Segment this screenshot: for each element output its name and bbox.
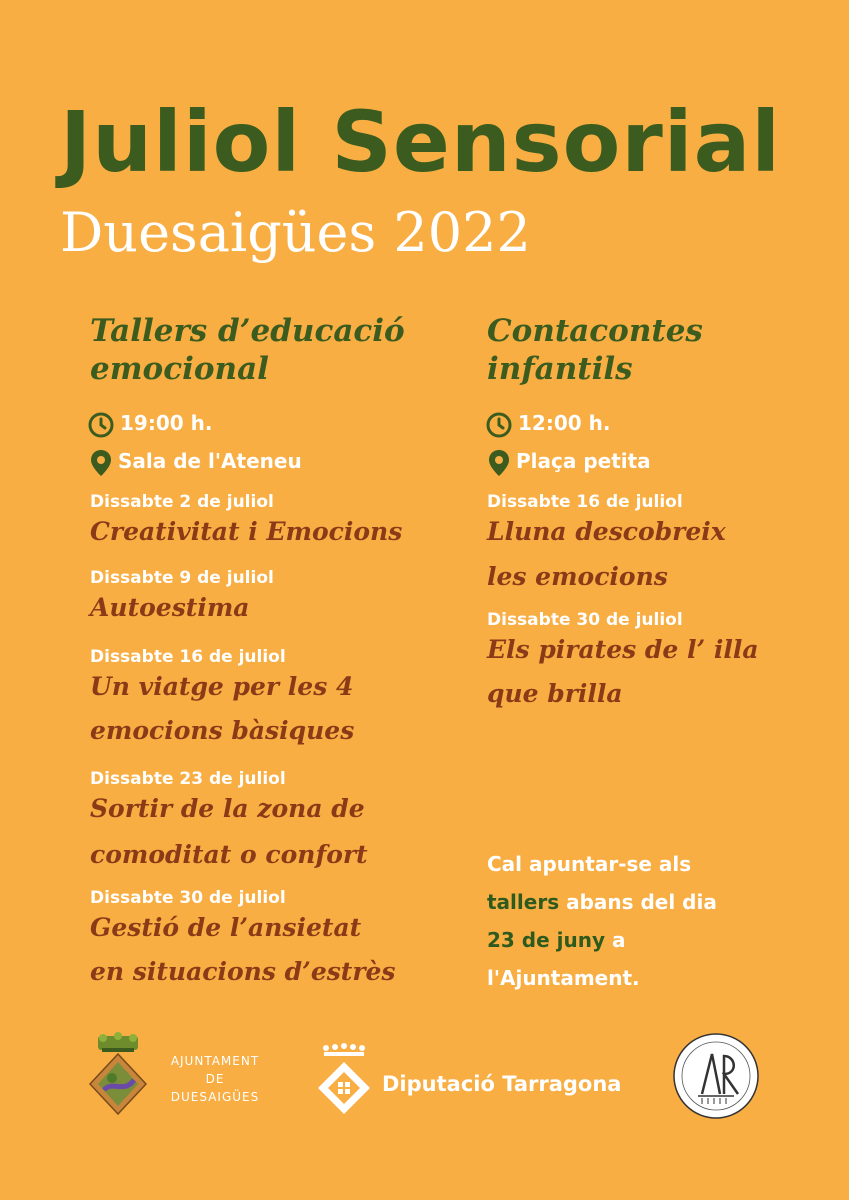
event-title: Gestió de l’ansietat <box>90 913 362 942</box>
diputacio-emblem-icon <box>316 1042 372 1118</box>
event-title: Lluna descobreix <box>487 517 726 546</box>
event-title: Creativitat i Emocions <box>90 517 403 546</box>
event-date: Dissabte 30 de juliol <box>90 888 286 908</box>
location-pin-icon <box>90 449 112 477</box>
right-time: 12:00 h. <box>486 408 610 438</box>
clock-icon <box>88 412 114 438</box>
event-date: Dissabte 16 de juliol <box>90 647 286 667</box>
seal-icon <box>672 1032 760 1120</box>
event-title: comoditat o confort <box>90 840 368 869</box>
event-title: en situacions d’estrès <box>90 957 396 986</box>
ajuntament-coat-of-arms <box>88 1032 148 1122</box>
event-title: emocions bàsiques <box>90 716 355 745</box>
diputacio-emblem <box>316 1042 372 1122</box>
event-title: que brilla <box>487 679 623 708</box>
location-pin-icon <box>488 449 510 477</box>
page-title: Juliol Sensorial <box>60 93 782 191</box>
event-title: Autoestima <box>90 593 250 622</box>
coat-of-arms-icon <box>88 1032 148 1118</box>
clock-icon <box>486 412 512 438</box>
right-heading: Contacontes infantils <box>487 313 703 387</box>
event-date: Dissabte 23 de juliol <box>90 769 286 789</box>
right-place: Plaça petita <box>488 446 651 477</box>
event-date: Dissabte 16 de juliol <box>487 492 683 512</box>
registration-notice: Cal apuntar-se als tallers abans del dia 23 de juny a l'Ajuntament. <box>487 852 717 990</box>
event-title: les emocions <box>487 562 668 591</box>
left-place: Sala de l'Ateneu <box>90 446 302 477</box>
left-time: 19:00 h. <box>88 408 212 438</box>
event-title: Sortir de la zona de <box>90 794 365 823</box>
diputacio-logo-text: Diputació Tarragona <box>382 1072 622 1096</box>
event-date: Dissabte 9 de juliol <box>90 568 274 588</box>
left-heading: Tallers d’educació emocional <box>90 313 405 387</box>
event-title: Els pirates de l’ illa <box>487 635 759 664</box>
event-title: Un viatge per les 4 <box>90 672 354 701</box>
event-date: Dissabte 30 de juliol <box>487 610 683 630</box>
ajuntament-logo-text: AJUNTAMENT DE DUESAIGÜES <box>170 1054 260 1104</box>
event-date: Dissabte 2 de juliol <box>90 492 274 512</box>
page-subtitle: Duesaigües 2022 <box>60 201 531 264</box>
association-seal <box>672 1032 760 1124</box>
